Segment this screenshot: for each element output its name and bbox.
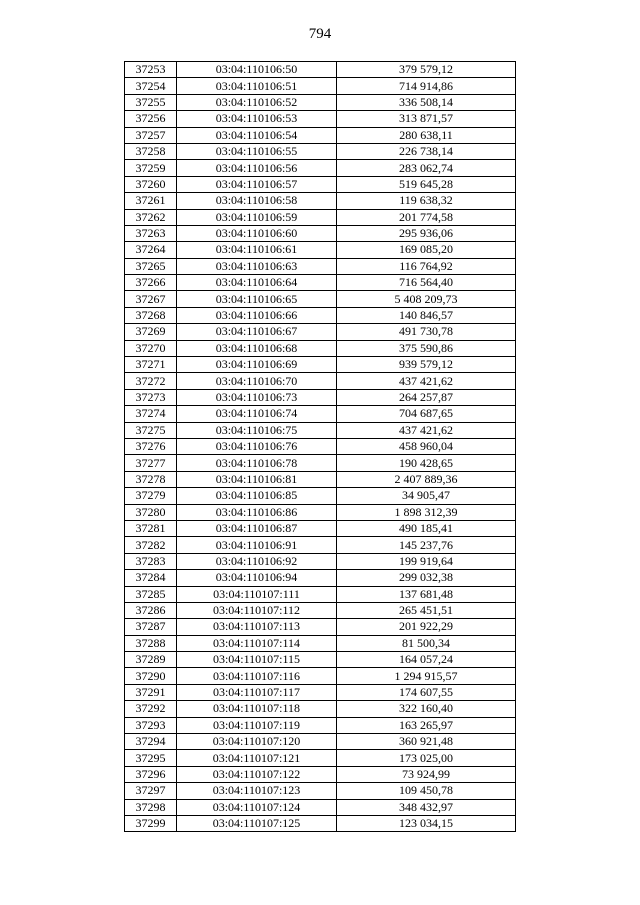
cadastral-number-cell: 03:04:110106:56	[177, 160, 337, 176]
cadastral-number-cell: 03:04:110106:55	[177, 143, 337, 159]
cadastral-number-cell: 03:04:110106:63	[177, 258, 337, 274]
row-number-cell: 37270	[125, 340, 177, 356]
value-cell: 716 564,40	[337, 275, 516, 291]
value-cell: 704 687,65	[337, 406, 516, 422]
table-row	[125, 225, 516, 241]
row-number-cell: 37289	[125, 652, 177, 668]
row-number-cell: 37294	[125, 734, 177, 750]
cadastral-number-cell: 03:04:110107:125	[177, 815, 337, 831]
table-row	[125, 619, 516, 635]
cadastral-number-cell: 03:04:110107:118	[177, 701, 337, 717]
cadastral-number-cell: 03:04:110107:124	[177, 799, 337, 815]
cadastral-number-cell: 03:04:110107:113	[177, 619, 337, 635]
cadastral-number-cell: 03:04:110106:70	[177, 373, 337, 389]
value-cell: 714 914,86	[337, 78, 516, 94]
cadastral-number-cell: 03:04:110106:86	[177, 504, 337, 520]
table-row	[125, 143, 516, 159]
table-row	[125, 209, 516, 225]
value-cell: 164 057,24	[337, 652, 516, 668]
value-cell: 280 638,11	[337, 127, 516, 143]
table-row	[125, 291, 516, 307]
table-row	[125, 176, 516, 192]
row-number-cell: 37269	[125, 324, 177, 340]
row-number-cell: 37272	[125, 373, 177, 389]
value-cell: 116 764,92	[337, 258, 516, 274]
value-cell: 174 607,55	[337, 684, 516, 700]
row-number-cell: 37265	[125, 258, 177, 274]
row-number-cell: 37261	[125, 193, 177, 209]
table-row	[125, 766, 516, 782]
table-row	[125, 438, 516, 454]
cadastral-number-cell: 03:04:110106:54	[177, 127, 337, 143]
cadastral-number-cell: 03:04:110106:73	[177, 389, 337, 405]
cadastral-number-cell: 03:04:110106:92	[177, 553, 337, 569]
table-row	[125, 815, 516, 831]
cadastral-number-cell: 03:04:110106:78	[177, 455, 337, 471]
row-number-cell: 37267	[125, 291, 177, 307]
row-number-cell: 37255	[125, 94, 177, 110]
cadastral-number-cell: 03:04:110106:59	[177, 209, 337, 225]
cadastral-number-cell: 03:04:110106:61	[177, 242, 337, 258]
cadastral-number-cell: 03:04:110106:65	[177, 291, 337, 307]
value-cell: 939 579,12	[337, 357, 516, 373]
table-row	[125, 684, 516, 700]
cadastral-number-cell: 03:04:110106:76	[177, 438, 337, 454]
cadastral-number-cell: 03:04:110106:81	[177, 471, 337, 487]
row-number-cell: 37259	[125, 160, 177, 176]
row-number-cell: 37297	[125, 783, 177, 799]
table-row	[125, 734, 516, 750]
table-row	[125, 62, 516, 78]
table-row	[125, 324, 516, 340]
table-row	[125, 160, 516, 176]
value-cell: 283 062,74	[337, 160, 516, 176]
row-number-cell: 37253	[125, 62, 177, 78]
table-row	[125, 78, 516, 94]
value-cell: 169 085,20	[337, 242, 516, 258]
value-cell: 81 500,34	[337, 635, 516, 651]
value-cell: 2 407 889,36	[337, 471, 516, 487]
row-number-cell: 37291	[125, 684, 177, 700]
cadastral-number-cell: 03:04:110106:91	[177, 537, 337, 553]
row-number-cell: 37292	[125, 701, 177, 717]
table-row	[125, 652, 516, 668]
value-cell: 1 294 915,57	[337, 668, 516, 684]
table-row	[125, 471, 516, 487]
row-number-cell: 37263	[125, 225, 177, 241]
row-number-cell: 37276	[125, 438, 177, 454]
row-number-cell: 37286	[125, 602, 177, 618]
cadastral-number-cell: 03:04:110107:114	[177, 635, 337, 651]
row-number-cell: 37257	[125, 127, 177, 143]
cadastral-number-cell: 03:04:110106:51	[177, 78, 337, 94]
cadastral-number-cell: 03:04:110107:115	[177, 652, 337, 668]
row-number-cell: 37278	[125, 471, 177, 487]
value-cell: 5 408 209,73	[337, 291, 516, 307]
table-row	[125, 422, 516, 438]
row-number-cell: 37285	[125, 586, 177, 602]
cadastral-number-cell: 03:04:110106:94	[177, 570, 337, 586]
row-number-cell: 37279	[125, 488, 177, 504]
table-row	[125, 111, 516, 127]
cadastral-number-cell: 03:04:110106:68	[177, 340, 337, 356]
cadastral-number-cell: 03:04:110106:75	[177, 422, 337, 438]
cadastral-number-cell: 03:04:110107:121	[177, 750, 337, 766]
row-number-cell: 37273	[125, 389, 177, 405]
table-row	[125, 701, 516, 717]
cadastral-number-cell: 03:04:110107:116	[177, 668, 337, 684]
value-cell: 299 032,38	[337, 570, 516, 586]
value-cell: 1 898 312,39	[337, 504, 516, 520]
table-row	[125, 750, 516, 766]
value-cell: 295 936,06	[337, 225, 516, 241]
row-number-cell: 37290	[125, 668, 177, 684]
row-number-cell: 37254	[125, 78, 177, 94]
value-cell: 375 590,86	[337, 340, 516, 356]
cadastral-number-cell: 03:04:110106:85	[177, 488, 337, 504]
cadastral-number-cell: 03:04:110106:74	[177, 406, 337, 422]
value-cell: 201 922,29	[337, 619, 516, 635]
table-row	[125, 242, 516, 258]
table-row	[125, 537, 516, 553]
cadastral-number-cell: 03:04:110106:58	[177, 193, 337, 209]
row-number-cell: 37277	[125, 455, 177, 471]
row-number-cell: 37282	[125, 537, 177, 553]
cadastral-number-cell: 03:04:110107:120	[177, 734, 337, 750]
cadastral-number-cell: 03:04:110107:111	[177, 586, 337, 602]
value-cell: 145 237,76	[337, 537, 516, 553]
row-number-cell: 37264	[125, 242, 177, 258]
value-cell: 491 730,78	[337, 324, 516, 340]
value-cell: 437 421,62	[337, 422, 516, 438]
row-number-cell: 37288	[125, 635, 177, 651]
row-number-cell: 37298	[125, 799, 177, 815]
value-cell: 437 421,62	[337, 373, 516, 389]
table-row	[125, 717, 516, 733]
cadastral-number-cell: 03:04:110106:52	[177, 94, 337, 110]
value-cell: 123 034,15	[337, 815, 516, 831]
value-cell: 199 919,64	[337, 553, 516, 569]
value-cell: 313 871,57	[337, 111, 516, 127]
table-row	[125, 488, 516, 504]
page-number: 794	[308, 26, 332, 42]
value-cell: 264 257,87	[337, 389, 516, 405]
row-number-cell: 37268	[125, 307, 177, 323]
value-cell: 226 738,14	[337, 143, 516, 159]
row-number-cell: 37283	[125, 553, 177, 569]
row-number-cell: 37287	[125, 619, 177, 635]
row-number-cell: 37256	[125, 111, 177, 127]
cadastral-number-cell: 03:04:110106:64	[177, 275, 337, 291]
value-cell: 348 432,97	[337, 799, 516, 815]
table-row	[125, 635, 516, 651]
value-cell: 201 774,58	[337, 209, 516, 225]
table-row	[125, 340, 516, 356]
row-number-cell: 37296	[125, 766, 177, 782]
value-cell: 265 451,51	[337, 602, 516, 618]
table-row	[125, 799, 516, 815]
row-number-cell: 37275	[125, 422, 177, 438]
cadastral-number-cell: 03:04:110106:66	[177, 307, 337, 323]
cadastral-number-cell: 03:04:110107:122	[177, 766, 337, 782]
value-cell: 163 265,97	[337, 717, 516, 733]
cadastral-number-cell: 03:04:110106:87	[177, 520, 337, 536]
table-row	[125, 455, 516, 471]
value-cell: 73 924,99	[337, 766, 516, 782]
table-row	[125, 373, 516, 389]
cadastral-number-cell: 03:04:110106:69	[177, 357, 337, 373]
value-cell: 119 638,32	[337, 193, 516, 209]
cadastral-number-cell: 03:04:110107:123	[177, 783, 337, 799]
value-cell: 137 681,48	[337, 586, 516, 602]
row-number-cell: 37280	[125, 504, 177, 520]
value-cell: 34 905,47	[337, 488, 516, 504]
cadastral-number-cell: 03:04:110107:112	[177, 602, 337, 618]
value-cell: 173 025,00	[337, 750, 516, 766]
cadastral-number-cell: 03:04:110106:50	[177, 62, 337, 78]
value-cell: 379 579,12	[337, 62, 516, 78]
table-row	[125, 602, 516, 618]
cadastral-number-cell: 03:04:110107:117	[177, 684, 337, 700]
row-number-cell: 37274	[125, 406, 177, 422]
table-row	[125, 275, 516, 291]
row-number-cell: 37299	[125, 815, 177, 831]
cadastral-number-cell: 03:04:110107:119	[177, 717, 337, 733]
value-cell: 490 185,41	[337, 520, 516, 536]
value-cell: 360 921,48	[337, 734, 516, 750]
table-body	[125, 62, 516, 832]
table-row	[125, 127, 516, 143]
table-row	[125, 307, 516, 323]
row-number-cell: 37271	[125, 357, 177, 373]
row-number-cell: 37284	[125, 570, 177, 586]
cadastral-number-cell: 03:04:110106:53	[177, 111, 337, 127]
row-number-cell: 37262	[125, 209, 177, 225]
table-row	[125, 389, 516, 405]
row-number-cell: 37266	[125, 275, 177, 291]
table-row	[125, 520, 516, 536]
table-row	[125, 193, 516, 209]
value-cell: 140 846,57	[337, 307, 516, 323]
row-number-cell: 37293	[125, 717, 177, 733]
cadastral-number-cell: 03:04:110106:67	[177, 324, 337, 340]
table-row	[125, 553, 516, 569]
table-row	[125, 783, 516, 799]
value-cell: 336 508,14	[337, 94, 516, 110]
row-number-cell: 37258	[125, 143, 177, 159]
table-row	[125, 357, 516, 373]
value-cell: 458 960,04	[337, 438, 516, 454]
table-row	[125, 504, 516, 520]
row-number-cell: 37281	[125, 520, 177, 536]
table-row	[125, 258, 516, 274]
value-cell: 109 450,78	[337, 783, 516, 799]
table-row	[125, 586, 516, 602]
value-cell: 519 645,28	[337, 176, 516, 192]
cadastral-number-cell: 03:04:110106:60	[177, 225, 337, 241]
row-number-cell: 37295	[125, 750, 177, 766]
table-row	[125, 94, 516, 110]
cadastral-number-cell: 03:04:110106:57	[177, 176, 337, 192]
table-row	[125, 668, 516, 684]
cadastral-value-table	[124, 61, 516, 832]
table-row	[125, 570, 516, 586]
value-cell: 322 160,40	[337, 701, 516, 717]
row-number-cell: 37260	[125, 176, 177, 192]
table-row	[125, 406, 516, 422]
value-cell: 190 428,65	[337, 455, 516, 471]
